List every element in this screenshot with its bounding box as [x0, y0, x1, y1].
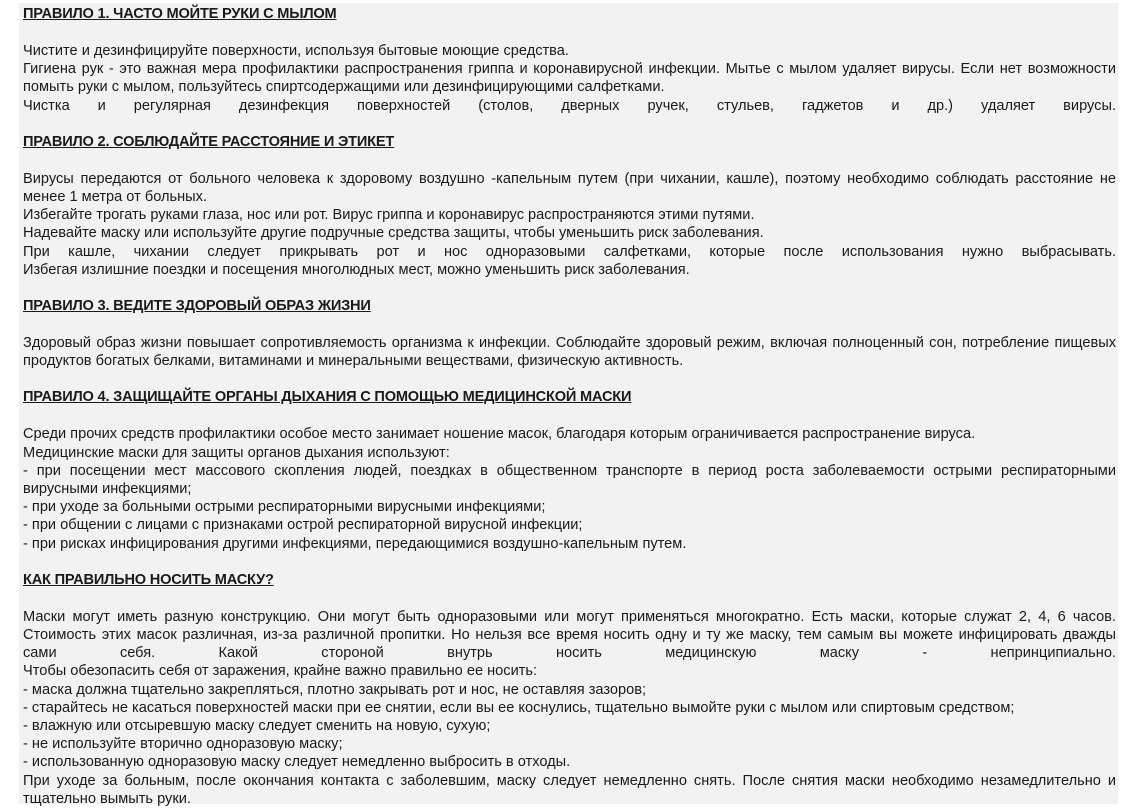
paragraph: Среди прочих средств профилактики особое место занимает ношение масок, благодаря которым ограничивается распространение вируса. — [23, 426, 976, 443]
paragraph: Чтобы обезопасить себя от заражения, крайне важно правильно ее носить: — [23, 663, 538, 680]
section-heading: ПРАВИЛО 3. ВЕДИТЕ ЗДОРОВЫЙ ОБРАЗ ЖИЗНИ — [23, 298, 371, 315]
section-how-to-wear-mask — [23, 571, 1116, 808]
list-item: - использованную одноразовую маску следует немедленно выбросить в отходы. — [23, 754, 571, 771]
list-item: - при рисках инфицирования другими инфекциями, передающимися воздушно-капельным путем. — [23, 535, 687, 552]
section-heading: ПРАВИЛО 4. ЗАЩИЩАЙТЕ ОРГАНЫ ДЫХАНИЯ С ПОМОЩЬЮ МЕДИЦИНСКОЙ МАСКИ — [23, 389, 632, 406]
paragraph: Надевайте маску или используйте другие подручные средства защиты, чтобы уменьшить риск заболевания. — [23, 225, 764, 242]
list-item: - влажную или отсыревшую маску следует сменить на новую, сухую; — [23, 718, 491, 735]
list-item: - при уходе за больными острыми респираторными вирусными инфекциями; — [23, 499, 546, 516]
section-heading: КАК ПРАВИЛЬНО НОСИТЬ МАСКУ? — [23, 571, 274, 588]
list-item: - не используйте вторично одноразовую маску; — [23, 736, 343, 753]
paragraph: Избегая излишние поездки и посещения многолюдных мест, можно уменьшить риск заболевания. — [23, 261, 690, 278]
paragraph: Вирусы передаются от больного человека к здоровому воздушно -капельным путем (при чихании, кашле), поэтому необходимо соблюдать расстояние не менее 1 метра от больных. — [23, 170, 1116, 206]
section-rule-1 — [23, 5, 1116, 115]
paragraph: При кашле, чихании следует прикрывать рот и нос одноразовыми салфетками, которые после использования нужно выбрасывать. — [23, 243, 1116, 260]
list-item: - при общении с лицами с признаками острой респираторной вирусной инфекции; — [23, 517, 583, 534]
section-heading: ПРАВИЛО 2. СОБЛЮДАЙТЕ РАССТОЯНИЕ И ЭТИКЕТ — [23, 133, 395, 150]
paragraph: Избегайте трогать руками глаза, нос или рот. Вирус гриппа и коронавирус распространяются этими путями. — [23, 207, 755, 224]
paragraph: Чистка и регулярная дезинфекция поверхностей (столов, дверных ручек, стульев, гаджетов и др.) удаляет вирусы. — [23, 97, 1116, 114]
document-page[interactable] — [19, 3, 1118, 807]
section-rule-4 — [23, 388, 1116, 552]
list-item: - старайтесь не касаться поверхностей маски при ее снятии, если вы ее коснулись, тщательно вымойте руки с мылом или спиртовым средством; — [23, 699, 1015, 716]
list-item: - маска должна тщательно закрепляться, плотно закрывать рот и нос, не оставляя зазоров; — [23, 681, 647, 698]
paragraph: При уходе за больным, после окончания контакта с заболевшим, маску следует немедленно снять. После снятия маски необходимо незамедлительно и тщательно вымыть руки. — [23, 772, 1116, 807]
section-rule-3 — [23, 297, 1116, 370]
paragraph: Медицинские маски для защиты органов дыхания используют: — [23, 444, 450, 461]
paragraph: Чистите и дезинфицируйте поверхности, используя бытовые моющие средства. — [23, 43, 569, 59]
paragraph: Гигиена рук - это важная мера профилактики распространения гриппа и коронавирусной инфекции. Мытье с мылом удаляет вирусы. Если нет возможности помыть руки с мылом, пользуйтесь спиртсодержащими или дезинфицирующими салфетками. — [23, 61, 1116, 96]
section-heading: ПРАВИЛО 1. ЧАСТО МОЙТЕ РУКИ С МЫЛОМ — [23, 6, 337, 22]
list-item: - при посещении мест массового скопления людей, поездках в общественном транспорте в период роста заболеваемости острыми респираторными вирусными инфекциями; — [23, 462, 1116, 498]
paragraph: Маски могут иметь разную конструкцию. Они могут быть одноразовыми или могут применяться многократно. Есть маски, которые служат 2, 4, 6 часов. Стоимость этих масок различная, из-за различной пропитки. Но нельзя все время носить одну и ту же маску, тем самым вы можете инфицировать дважды сами себя. Какой стороной внутрь носить медицинскую маску - непринципиально. — [23, 608, 1116, 662]
paragraph: Здоровый образ жизни повышает сопротивляемость организма к инфекции. Соблюдайте здоровый режим, включая полноценный сон, потребление пищевых продуктов богатых белками, витаминами и минеральными веществами, физическую активность. — [23, 335, 1116, 370]
section-rule-2 — [23, 133, 1116, 279]
